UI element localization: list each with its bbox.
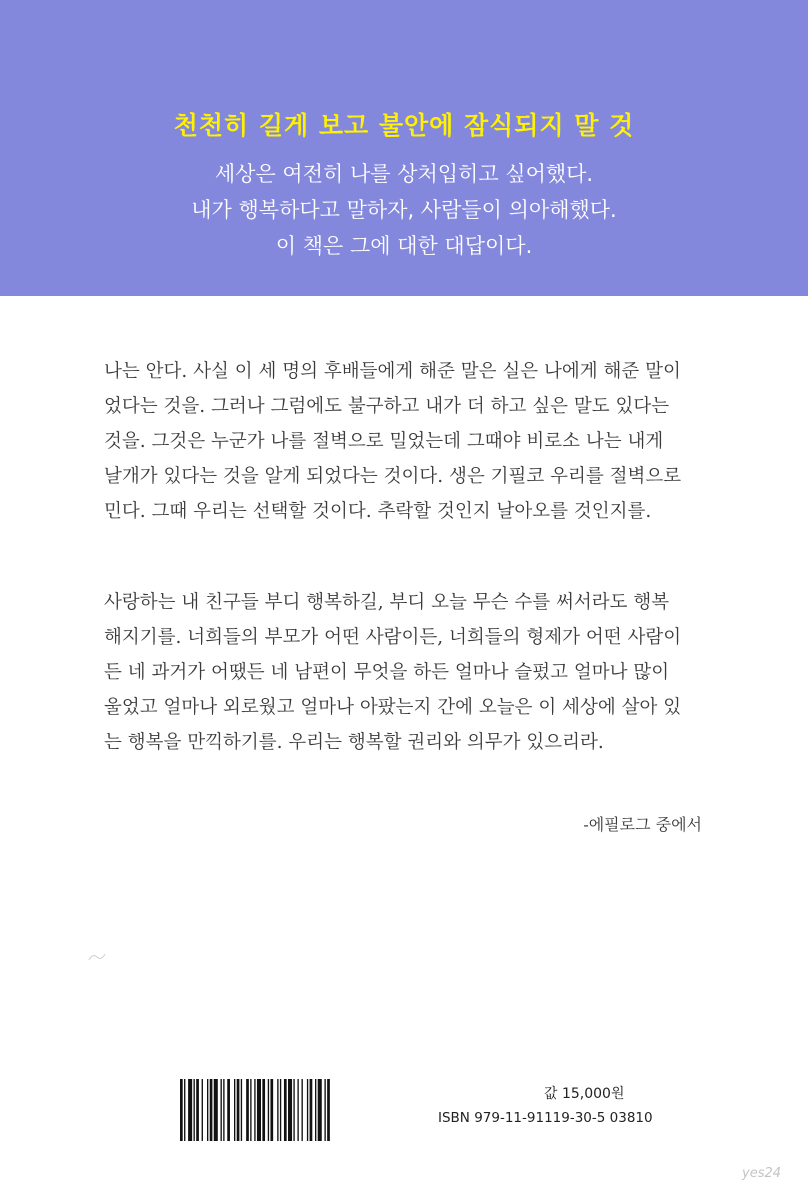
excerpt-paragraph-2 [104,585,704,760]
paragraph-line: 나는 안다. 사실 이 세 명의 후배들에게 해준 말은 실은 나에게 해준 말이 [104,361,681,382]
barcode [176,1077,412,1143]
excerpt-source: -에필로그 중에서 [583,815,702,834]
ornament-icon [88,952,106,962]
barcode-bar [257,1079,261,1141]
barcode-bar [227,1079,230,1141]
barcode-bar [210,1079,213,1141]
barcode-bar [307,1079,308,1141]
paragraph-line: 었다는 것을. 그러나 그럼에도 불구하고 내가 더 하고 싶은 말도 있다는 [104,396,670,417]
barcode-bar [297,1079,298,1141]
barcode-bar [280,1079,281,1141]
barcode-bar [241,1079,242,1141]
barcode-bar [262,1079,265,1141]
barcode-bar [223,1079,224,1141]
barcode-bar [214,1079,218,1141]
paragraph-line: 것을. 그것은 누군가 나를 절벽으로 밀었는데 그때야 비로소 나는 내게 [104,431,664,452]
paragraph-line: 날개가 있다는 것을 알게 되었다는 것이다. 생은 기필코 우리를 절벽으로 [104,466,682,487]
barcode-bar [184,1079,185,1141]
excerpt-paragraph-1 [104,354,704,529]
barcode-bar [293,1079,294,1141]
barcode-bar [318,1079,322,1141]
barcode-bar [310,1079,313,1141]
barcode-bar [315,1079,316,1141]
barcode-bar [194,1079,195,1141]
paragraph-line: 민다. 그때 우리는 선택할 것이다. 추락할 것인지 날아오를 것인지를. [104,501,652,522]
paragraph-line: 든 네 과거가 어땠든 네 남편이 무엇을 하든 얼마나 슬펐고 얼마나 많이 [104,662,670,683]
barcode-bar [196,1079,199,1141]
paragraph-line: 는 행복을 만끽하기를. 우리는 행복할 권리와 의무가 있으리라. [104,732,604,753]
barcode-bar [327,1079,330,1141]
intro-text [0,156,808,264]
barcode-bar [268,1079,269,1141]
barcode-bar [188,1079,192,1141]
intro-line: 세상은 여전히 나를 상처입히고 싶어했다. [214,162,594,186]
barcode-bar [270,1079,273,1141]
paragraph-line: 해지기를. 너희들의 부모가 어떤 사람이든, 너희들의 형제가 어떤 사람이 [104,627,682,648]
barcode-bar [302,1079,303,1141]
barcode-bar [284,1079,287,1141]
intro-line: 이 책은 그에 대한 대답이다. [275,234,533,258]
watermark-logo: yes24 [742,1166,782,1181]
isbn-label: ISBN 979-11-91119-30-5 03810 [438,1110,653,1126]
barcode-bar [237,1079,240,1141]
paragraph-line: 울었고 얼마나 외로웠고 얼마나 아팠는지 간에 오늘은 이 세상에 살아 있 [104,697,682,718]
barcode-bar [288,1079,292,1141]
paragraph-line: 사랑하는 내 친구들 부디 행복하길, 부디 오늘 무슨 수를 써서라도 행복 [104,592,670,613]
intro-line: 내가 행복하다고 말하자, 사람들이 의아해했다. [191,198,617,222]
barcode-bar [324,1079,325,1141]
barcode-bar [246,1079,249,1141]
headline: 천천히 길게 보고 불안에 잠식되지 말 것 [173,111,635,140]
barcode-bar [234,1079,235,1141]
barcode-bar [202,1079,203,1141]
barcode-bar [180,1079,183,1141]
barcode-bar [277,1079,278,1141]
barcode-bar [254,1079,255,1141]
barcode-bar [221,1079,222,1141]
barcode-icon [176,1077,412,1143]
barcode-bar [207,1079,208,1141]
barcode-bar [250,1079,251,1141]
price-label: 값 15,000원 [544,1086,625,1102]
